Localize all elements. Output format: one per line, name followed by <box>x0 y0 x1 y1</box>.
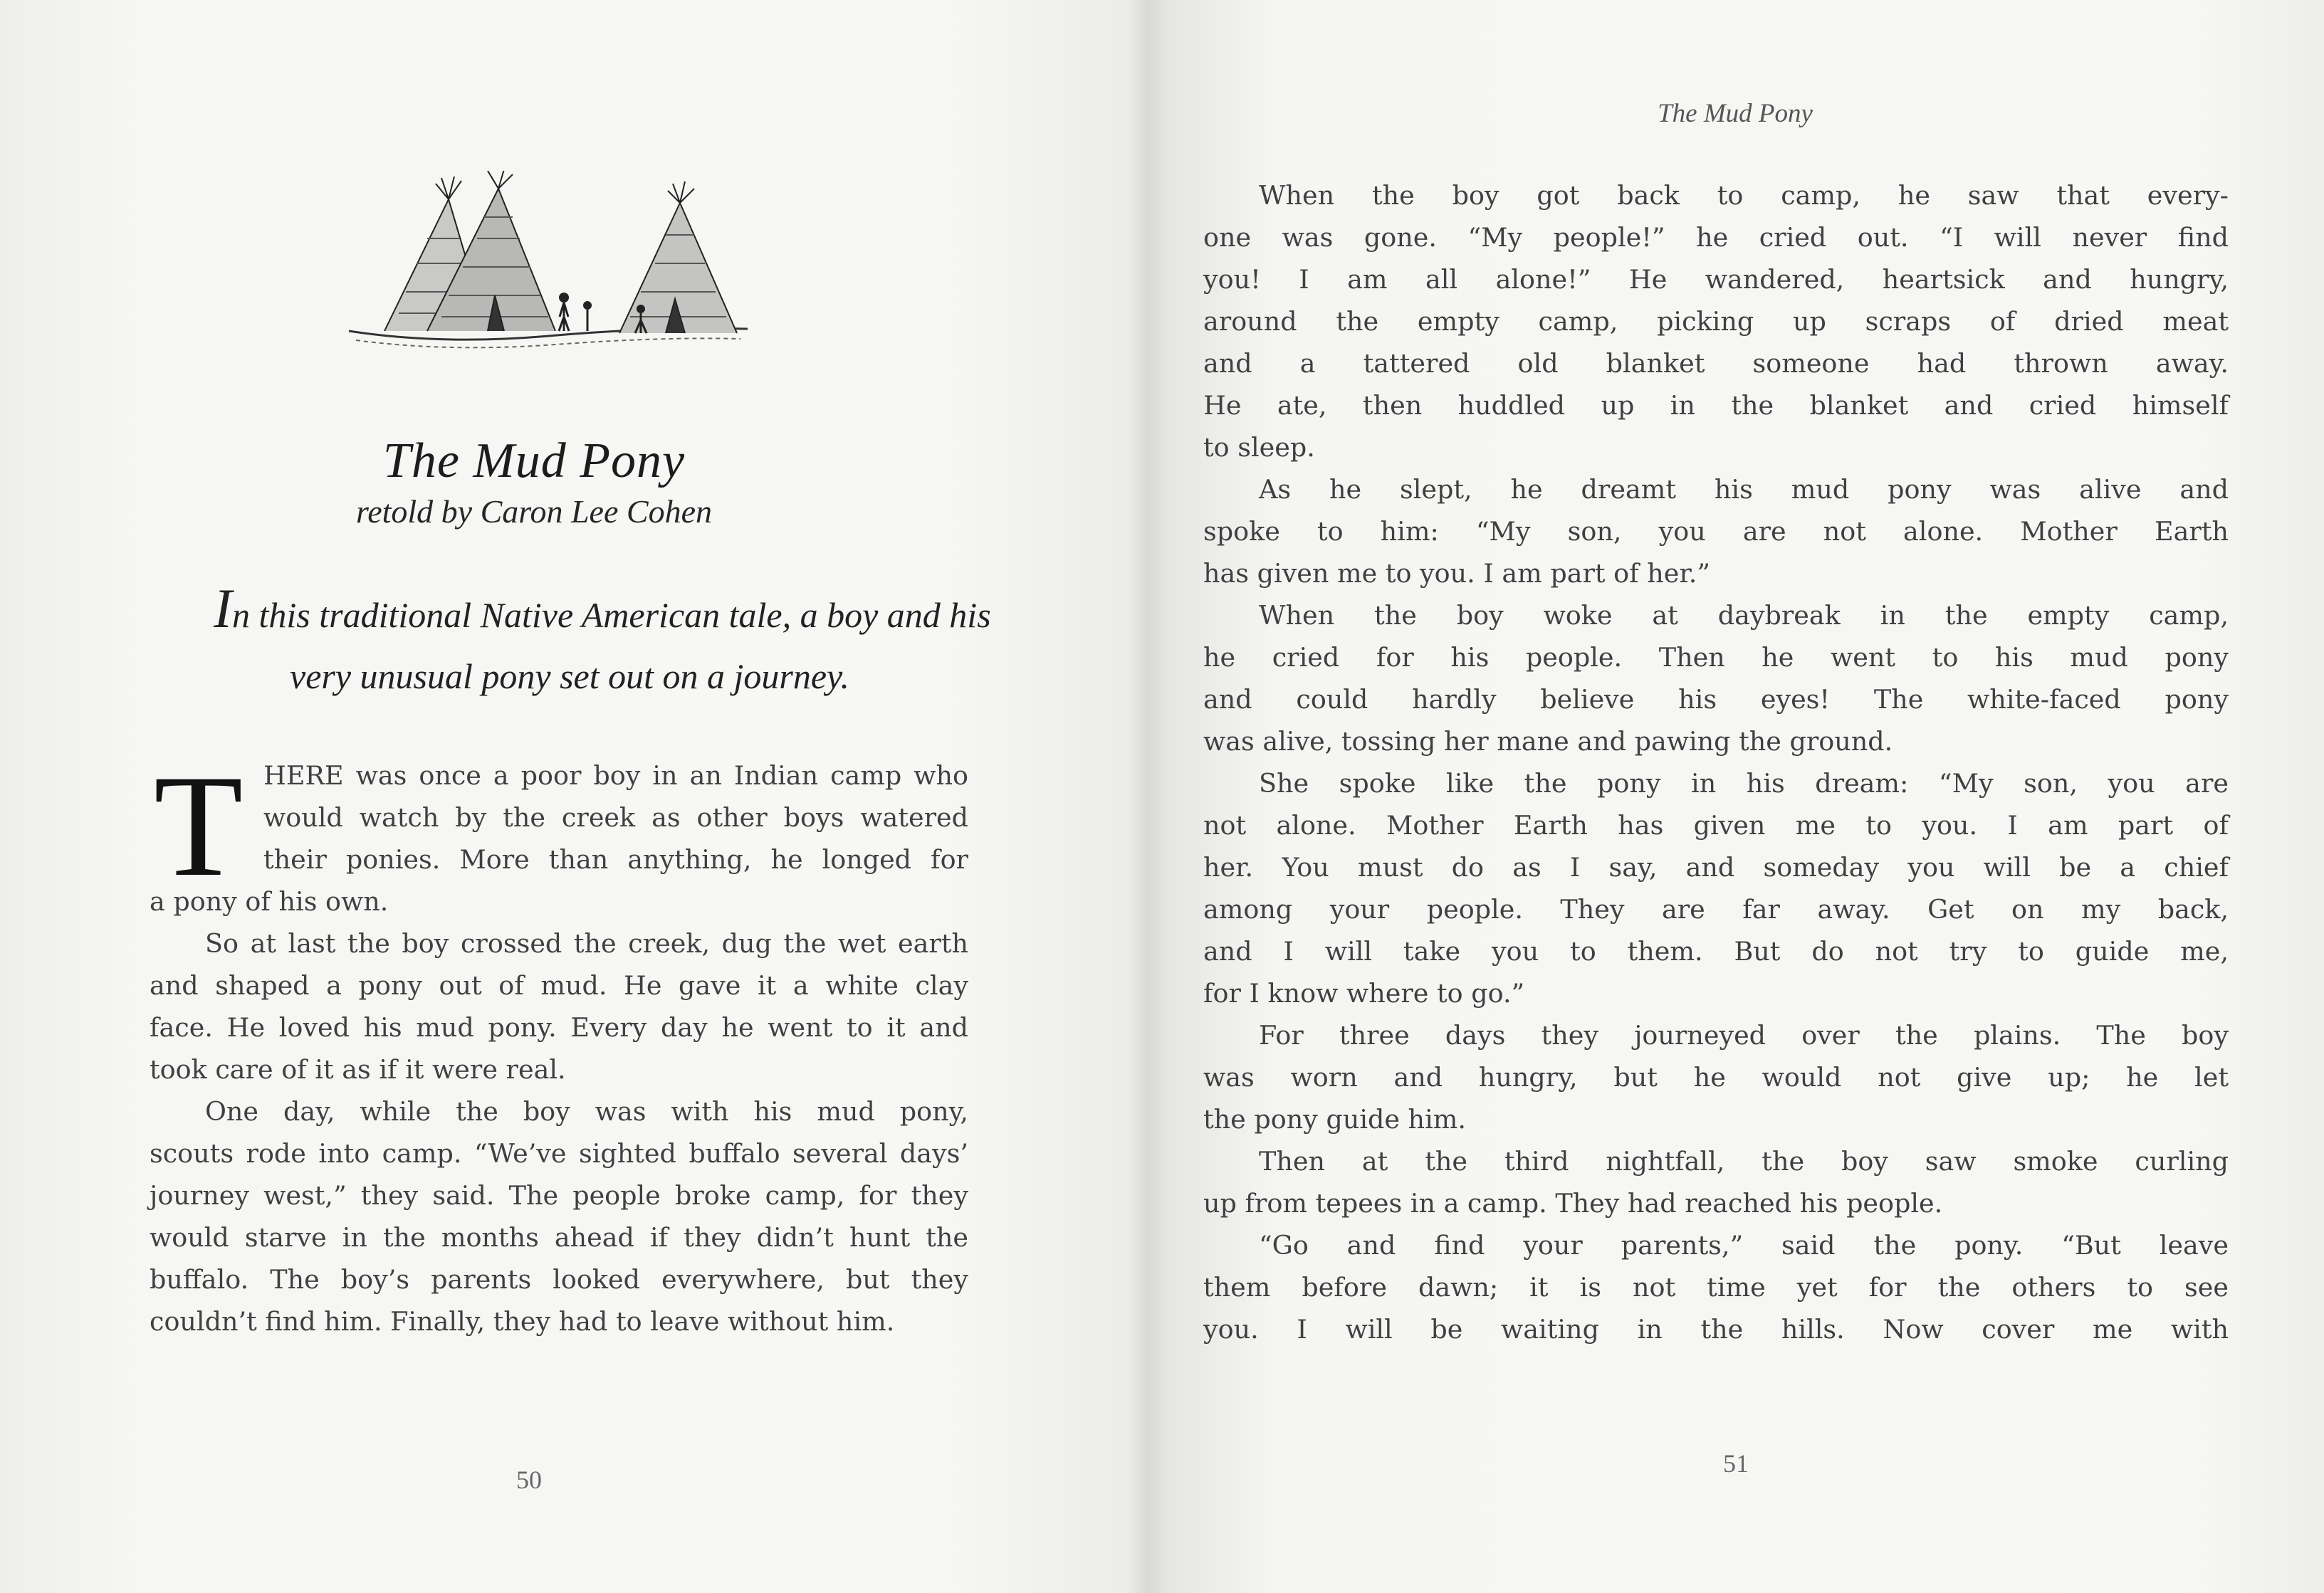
text-line: When the boy got back to camp, he saw that every- <box>1259 180 2229 211</box>
text-line: So at last the boy crossed the creek, dug the wet earth <box>205 928 968 959</box>
right-body-text <box>1203 174 2229 1350</box>
text-line: the pony guide him. <box>1203 1104 1466 1135</box>
running-head: The Mud Pony <box>1658 99 1813 128</box>
text-line: One day, while the boy was with his mud pony, <box>205 1096 968 1127</box>
intro-blurb <box>214 577 991 707</box>
text-line: was alive, tossing her mane and pawing the ground. <box>1203 726 1893 757</box>
text-line: and a tattered old blanket someone had thrown away. <box>1203 348 2229 379</box>
left-page <box>0 0 1146 1593</box>
text-line: He ate, then huddled up in the blanket and cried himself <box>1203 390 2229 421</box>
page-number-left: 50 <box>516 1466 542 1494</box>
text-line: not alone. Mother Earth has given me to you. I am part of <box>1203 810 2229 841</box>
text-line: to sleep. <box>1203 432 1315 463</box>
text-line: When the boy woke at daybreak in the empty camp, <box>1259 600 2229 631</box>
text-line: HERE was once a poor boy in an Indian camp who <box>263 760 968 791</box>
text-line: for I know where to go.” <box>1203 978 1525 1009</box>
page-number-right: 51 <box>1723 1449 1749 1478</box>
text-line: up from tepees in a camp. They had reached his people. <box>1203 1188 1943 1219</box>
intro-line-2: very unusual pony set out on a journey. <box>290 656 849 696</box>
text-line: them before dawn; it is not time yet for the others to see <box>1203 1272 2229 1303</box>
story-byline: retold by Caron Lee Cohen <box>356 493 712 530</box>
intro-line-1-text: n this traditional Native American tale, a boy and his <box>231 595 991 635</box>
text-line: “Go and find your parents,” said the pony. “But leave <box>1259 1230 2229 1261</box>
text-line: you! I am all alone!” He wandered, heartsick and hungry, <box>1203 264 2229 295</box>
right-page <box>1146 0 2324 1593</box>
text-line: would starve in the months ahead if they didn’t hunt the <box>150 1222 968 1253</box>
text-line: She spoke like the pony in his dream: “My son, you are <box>1259 768 2229 799</box>
text-line: has given me to you. I am part of her.” <box>1203 558 1711 589</box>
story-title: The Mud Pony <box>382 433 686 488</box>
drop-cap: T <box>154 745 244 907</box>
text-line: spoke to him: “My son, you are not alone. Mother Earth <box>1203 516 2229 547</box>
text-line: and I will take you to them. But do not try to guide me, <box>1203 936 2229 967</box>
text-line: one was gone. “My people!” he cried out. “I will never find <box>1203 222 2229 253</box>
text-line: and could hardly believe his eyes! The white-faced pony <box>1203 684 2229 715</box>
text-line: their ponies. More than anything, he longed for <box>263 844 968 875</box>
tepee-illustration <box>342 171 755 377</box>
text-line: Then at the third nightfall, the boy saw smoke curling <box>1259 1146 2229 1177</box>
text-line: and shaped a pony out of mud. He gave it a white clay <box>150 970 968 1001</box>
text-line: among your people. They are far away. Get on my back, <box>1203 894 2229 925</box>
text-line: As he slept, he dreamt his mud pony was alive and <box>1259 474 2229 505</box>
text-line: he cried for his people. Then he went to his mud pony <box>1203 642 2229 673</box>
text-line: was worn and hungry, but he would not give up; he let <box>1203 1062 2229 1093</box>
text-line: scouts rode into camp. “We’ve sighted buffalo several days’ <box>150 1138 968 1169</box>
text-line: a pony of his own. <box>150 886 389 917</box>
text-line: couldn’t find him. Finally, they had to leave without him. <box>150 1306 895 1337</box>
text-line: around the empty camp, picking up scraps of dried meat <box>1203 306 2229 337</box>
text-line: buffalo. The boy’s parents looked everywhere, but they <box>150 1264 968 1295</box>
text-line: her. You must do as I say, and someday you will be a chief <box>1203 852 2229 883</box>
left-body-text <box>150 745 968 1342</box>
text-line: took care of it as if it were real. <box>150 1054 566 1085</box>
intro-line-1 <box>214 577 991 646</box>
text-line: face. He loved his mud pony. Every day he went to it and <box>150 1012 968 1043</box>
text-line: you. I will be waiting in the hills. Now cover me with <box>1203 1314 2229 1345</box>
text-line: would watch by the creek as other boys watered <box>263 802 968 833</box>
text-line: For three days they journeyed over the plains. The boy <box>1259 1020 2229 1051</box>
text-line: journey west,” they said. The people broke camp, for they <box>150 1180 968 1211</box>
intro-initial: I <box>214 577 232 639</box>
